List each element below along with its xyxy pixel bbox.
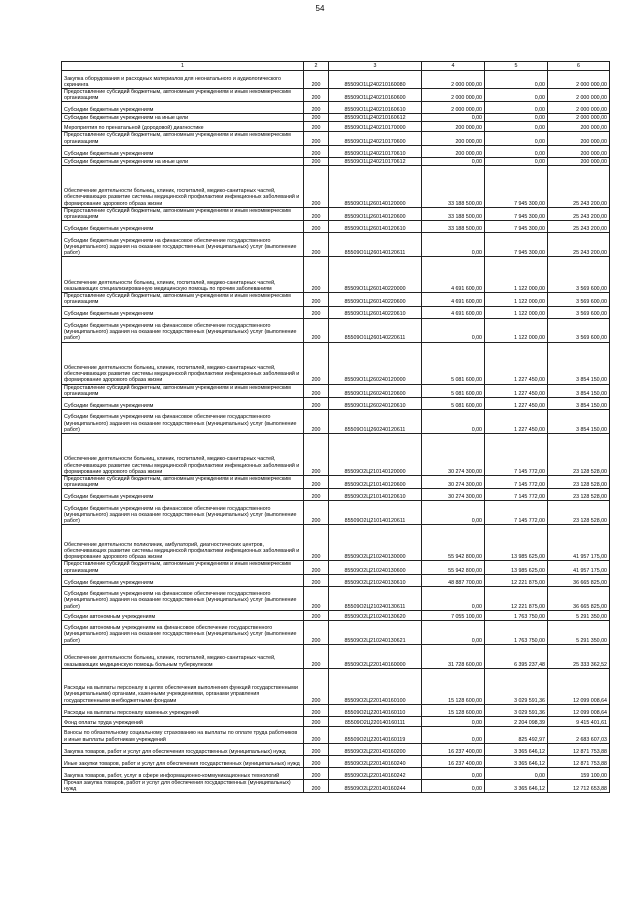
row-amount-total: 48 887 700,00 xyxy=(422,574,485,586)
row-amount-spent: 3 365 646,12 xyxy=(485,743,548,755)
row-name: Предоставление субсидий бюджетным, автономным учреждениям и иным некоммерческим организациям xyxy=(62,293,304,306)
table-row xyxy=(62,165,610,207)
column-header: 6 xyxy=(548,62,610,71)
row-amount-spent: 13 985 625,00 xyxy=(485,525,548,561)
table-row xyxy=(62,114,610,122)
table-row xyxy=(62,668,610,704)
row-name: Закупка товаров, работ и услуг для обеспечения государственных (муниципальных) нужд xyxy=(62,743,304,755)
row-amount-remaining: 3 854 150,00 xyxy=(548,342,610,384)
table-row xyxy=(62,779,610,792)
row-amount-spent: 6 395 237,48 xyxy=(485,644,548,668)
row-amount-total: 33 188 500,00 xyxy=(422,165,485,207)
row-amount-spent: 3 365 646,12 xyxy=(485,755,548,767)
row-name: Субсидии бюджетным учреждениям на иные цели xyxy=(62,157,304,165)
row-name: Мероприятия по пренатальной (дородовой) диагностике xyxy=(62,122,304,132)
row-amount-spent: 12 221 875,00 xyxy=(485,574,548,586)
row-kbk: 85509О2Ц220140160000 xyxy=(329,644,422,668)
row-name: Предоставление субсидий бюджетным, автономным учреждениям и иным некоммерческим организациям xyxy=(62,89,304,102)
row-code: 200 xyxy=(304,384,329,397)
row-amount-remaining: 25 243 200,00 xyxy=(548,165,610,207)
row-kbk: 85509О1Ц260140220600 xyxy=(329,293,422,306)
row-amount-spent: 1 122 000,00 xyxy=(485,306,548,318)
row-code: 200 xyxy=(304,434,329,476)
row-amount-remaining: 36 665 825,00 xyxy=(548,574,610,586)
row-kbk: 85509О1Ц240210160600 xyxy=(329,89,422,102)
row-amount-remaining: 159 100,00 xyxy=(548,767,610,779)
row-amount-total: 200 000,00 xyxy=(422,145,485,157)
row-amount-spent: 1 122 000,00 xyxy=(485,293,548,306)
row-amount-remaining: 23 128 528,00 xyxy=(548,489,610,501)
row-code: 200 xyxy=(304,293,329,306)
row-name: Предоставление субсидий бюджетным, автономным учреждениям и иным некоммерческим организациям xyxy=(62,561,304,574)
row-amount-remaining: 3 569 600,00 xyxy=(548,306,610,318)
row-amount-spent: 2 204 098,39 xyxy=(485,716,548,726)
row-amount-remaining: 2 000 000,00 xyxy=(548,114,610,122)
row-code: 200 xyxy=(304,586,329,610)
row-name: Прочая закупка товаров, работ и услуг для обеспечения государственных (муниципальных) нужд xyxy=(62,779,304,792)
row-kbk: 85509О1Ц240210160612 xyxy=(329,114,422,122)
row-code: 200 xyxy=(304,574,329,586)
row-code: 200 xyxy=(304,668,329,704)
row-kbk: 85509О1Ц260140120600 xyxy=(329,207,422,220)
row-code: 200 xyxy=(304,620,329,644)
row-code: 200 xyxy=(304,342,329,384)
header-row xyxy=(62,62,610,71)
row-amount-spent: 825 492,97 xyxy=(485,726,548,743)
row-name: Субсидии бюджетным учреждениям xyxy=(62,489,304,501)
row-code: 200 xyxy=(304,525,329,561)
row-amount-total: 4 691 600,00 xyxy=(422,306,485,318)
table-row xyxy=(62,434,610,476)
row-name: Субсидии бюджетным учреждениям xyxy=(62,306,304,318)
row-amount-remaining: 2 000 000,00 xyxy=(548,102,610,114)
row-amount-total: 0,00 xyxy=(422,716,485,726)
row-code: 200 xyxy=(304,743,329,755)
row-amount-total: 5 081 600,00 xyxy=(422,384,485,397)
row-name: Предоставление субсидий бюджетным, автономным учреждениям и иным некоммерческим организациям xyxy=(62,207,304,220)
row-kbk: 85509О2Ц210140120600 xyxy=(329,476,422,489)
row-kbk: 85509О2Ц210240130610 xyxy=(329,574,422,586)
row-code: 200 xyxy=(304,644,329,668)
row-kbk: 85509О2Ц220140160200 xyxy=(329,743,422,755)
row-code: 200 xyxy=(304,114,329,122)
row-amount-remaining: 23 128 528,00 xyxy=(548,501,610,525)
row-kbk: 85509О1Ц240210170600 xyxy=(329,132,422,145)
row-amount-remaining: 25 243 200,00 xyxy=(548,221,610,233)
row-amount-spent: 7 145 772,00 xyxy=(485,434,548,476)
row-amount-remaining: 200 000,00 xyxy=(548,145,610,157)
table-row xyxy=(62,561,610,574)
table-row xyxy=(62,132,610,145)
row-amount-remaining: 5 291 350,00 xyxy=(548,620,610,644)
row-amount-remaining: 3 569 600,00 xyxy=(548,293,610,306)
row-kbk: 85509О2Ц210240130621 xyxy=(329,620,422,644)
row-amount-remaining: 25 243 200,00 xyxy=(548,233,610,257)
row-amount-spent: 13 985 625,00 xyxy=(485,561,548,574)
row-kbk: 85509О1Ц260140220000 xyxy=(329,257,422,293)
table-row xyxy=(62,767,610,779)
row-amount-remaining: 12 099 008,64 xyxy=(548,704,610,716)
row-name: Субсидии бюджетным учреждениям xyxy=(62,574,304,586)
row-name: Субсидии бюджетным учреждениям на финансовое обеспечение государственного (муниципального) задания на оказание государственных (муниципальных) услуг (выполнение работ) xyxy=(62,318,304,342)
row-name: Закупка оборудования и расходных материалов для неонатального и аудиологического скрининга xyxy=(62,71,304,89)
row-kbk: 85509О2Ц220140160242 xyxy=(329,767,422,779)
row-name: Закупка товаров, работ, услуг в сфере информационно-коммуникационных технологий xyxy=(62,767,304,779)
row-amount-remaining: 3 854 150,00 xyxy=(548,410,610,434)
table-row xyxy=(62,89,610,102)
row-amount-total: 0,00 xyxy=(422,767,485,779)
row-amount-total: 5 081 600,00 xyxy=(422,398,485,410)
row-code: 200 xyxy=(304,122,329,132)
column-header: 2 xyxy=(304,62,329,71)
row-amount-spent: 0,00 xyxy=(485,145,548,157)
row-code: 200 xyxy=(304,207,329,220)
row-kbk: 85509О1Ц260240120611 xyxy=(329,410,422,434)
row-amount-spent: 1 227 450,00 xyxy=(485,398,548,410)
row-amount-remaining: 2 000 000,00 xyxy=(548,89,610,102)
row-kbk: 85509О1Ц240210160610 xyxy=(329,102,422,114)
row-kbk: 85509О2Ц210240130611 xyxy=(329,586,422,610)
column-header: 1 xyxy=(62,62,304,71)
row-amount-spent: 1 227 450,00 xyxy=(485,342,548,384)
row-code: 200 xyxy=(304,257,329,293)
row-amount-spent: 7 945 300,00 xyxy=(485,165,548,207)
row-name: Расходы на выплаты персоналу в целях обеспечения выполнения функций государственными (муниципальными) органами, казенными учреждениями, органами управления государственными внебюджетными фондами xyxy=(62,668,304,704)
row-kbk: 85509О1Ц240210170612 xyxy=(329,157,422,165)
table-row xyxy=(62,122,610,132)
row-name: Субсидии бюджетным учреждениям на финансовое обеспечение государственного (муниципального) задания на оказание государственных (муниципальных) услуг (выполнение работ) xyxy=(62,410,304,434)
table-row xyxy=(62,586,610,610)
row-name: Субсидии бюджетным учреждениям на финансовое обеспечение государственного (муниципального) задания на оказание государственных (муниципальных) услуг (выполнение работ) xyxy=(62,586,304,610)
table-row xyxy=(62,306,610,318)
row-kbk: 85509О2Ц210240130000 xyxy=(329,525,422,561)
row-amount-total: 33 188 500,00 xyxy=(422,207,485,220)
table-row xyxy=(62,501,610,525)
row-code: 200 xyxy=(304,704,329,716)
row-amount-spent: 7 945 300,00 xyxy=(485,207,548,220)
row-amount-total: 33 188 500,00 xyxy=(422,221,485,233)
row-amount-spent: 0,00 xyxy=(485,157,548,165)
row-amount-total: 0,00 xyxy=(422,114,485,122)
row-amount-remaining: 12 871 753,88 xyxy=(548,743,610,755)
row-kbk: 85509О1Ц260240120600 xyxy=(329,384,422,397)
row-name: Субсидии бюджетным учреждениям xyxy=(62,221,304,233)
row-code: 200 xyxy=(304,489,329,501)
row-kbk: 85509О1Ц260140120000 xyxy=(329,165,422,207)
row-amount-spent: 3 029 591,36 xyxy=(485,704,548,716)
row-kbk: 85509О2Ц220140160100 xyxy=(329,668,422,704)
row-amount-total: 16 237 400,00 xyxy=(422,755,485,767)
table-row xyxy=(62,71,610,89)
row-name: Расходы на выплаты персоналу казенных учреждений xyxy=(62,704,304,716)
row-amount-remaining: 200 000,00 xyxy=(548,122,610,132)
row-name: Субсидии бюджетным учреждениям на финансовое обеспечение государственного (муниципального) задания на оказание государственных (муниципальных) услуг (выполнение работ) xyxy=(62,501,304,525)
row-kbk: 85509О1Ц240210160080 xyxy=(329,71,422,89)
table-row xyxy=(62,102,610,114)
row-amount-total: 4 691 600,00 xyxy=(422,257,485,293)
row-amount-remaining: 25 333 362,52 xyxy=(548,644,610,668)
row-code: 200 xyxy=(304,306,329,318)
row-name: Предоставление субсидий бюджетным, автономным учреждениям и иным некоммерческим организациям xyxy=(62,132,304,145)
row-name: Обеспечение деятельности больниц, клиник, госпиталей, медико-санитарных частей, обеспечивающих развитие системы медицинской профилактики инфекционных заболеваний и формирование здорового образа жизни xyxy=(62,342,304,384)
row-kbk: 85509О1Ц240210170610 xyxy=(329,145,422,157)
row-code: 200 xyxy=(304,610,329,620)
row-kbk: 85509О1Ц240210170000 xyxy=(329,122,422,132)
row-name: Субсидии автономным учреждениям на финансовое обеспечение государственного (муниципального) задания на оказание государственных (муниципальных) услуг (выполнение работ) xyxy=(62,620,304,644)
row-amount-total: 200 000,00 xyxy=(422,122,485,132)
row-name: Субсидии бюджетным учреждениям на иные цели xyxy=(62,114,304,122)
row-amount-remaining: 200 000,00 xyxy=(548,132,610,145)
table-row xyxy=(62,207,610,220)
row-name: Иные закупки товаров, работ и услуг для обеспечения государственных (муниципальных) нужд xyxy=(62,755,304,767)
row-amount-remaining: 36 665 825,00 xyxy=(548,586,610,610)
row-amount-spent: 3 365 646,12 xyxy=(485,779,548,792)
row-name: Предоставление субсидий бюджетным, автономным учреждениям и иным некоммерческим организациям xyxy=(62,476,304,489)
row-name: Субсидии бюджетным учреждениям xyxy=(62,102,304,114)
row-kbk: 85509О1Ц260140120611 xyxy=(329,233,422,257)
row-amount-total: 0,00 xyxy=(422,318,485,342)
row-amount-total: 55 942 800,00 xyxy=(422,561,485,574)
row-amount-total: 15 128 600,00 xyxy=(422,704,485,716)
row-amount-total: 16 237 400,00 xyxy=(422,743,485,755)
row-amount-total: 0,00 xyxy=(422,620,485,644)
table-row xyxy=(62,318,610,342)
row-kbk: 85509О2Ц210140120000 xyxy=(329,434,422,476)
row-amount-spent: 7 945 300,00 xyxy=(485,221,548,233)
table-row xyxy=(62,384,610,397)
row-code: 200 xyxy=(304,233,329,257)
row-code: 200 xyxy=(304,755,329,767)
row-amount-total: 55 942 800,00 xyxy=(422,525,485,561)
row-code: 200 xyxy=(304,102,329,114)
row-code: 200 xyxy=(304,89,329,102)
row-amount-spent: 12 221 875,00 xyxy=(485,586,548,610)
column-header: 5 xyxy=(485,62,548,71)
row-amount-remaining: 2 000 000,00 xyxy=(548,71,610,89)
table-row xyxy=(62,610,610,620)
table-row xyxy=(62,476,610,489)
row-code: 200 xyxy=(304,71,329,89)
row-amount-spent: 0,00 xyxy=(485,114,548,122)
table-row xyxy=(62,489,610,501)
row-amount-total: 0,00 xyxy=(422,779,485,792)
row-amount-total: 4 691 600,00 xyxy=(422,293,485,306)
row-name: Субсидии бюджетным учреждениям xyxy=(62,398,304,410)
row-kbk: 85509О1Ц260240120610 xyxy=(329,398,422,410)
row-amount-spent: 0,00 xyxy=(485,767,548,779)
row-amount-total: 30 274 300,00 xyxy=(422,476,485,489)
row-name: Предоставление субсидий бюджетным, автономным учреждениям и иным некоммерческим организациям xyxy=(62,384,304,397)
row-amount-remaining: 23 128 528,00 xyxy=(548,476,610,489)
budget-table xyxy=(61,61,610,793)
row-code: 200 xyxy=(304,716,329,726)
row-name: Обеспечение деятельности больниц, клиник, госпиталей, медико-санитарных частей, обеспечивающих развитие системы медицинской профилактики инфекционных заболеваний и формирование здорового образа жизни xyxy=(62,434,304,476)
row-kbk: 85509О1Ц260140120610 xyxy=(329,221,422,233)
row-amount-remaining: 12 712 653,88 xyxy=(548,779,610,792)
row-kbk: 85509О2Ц210140120611 xyxy=(329,501,422,525)
row-name: Обеспечение деятельности больниц, клиник, госпиталей, медико-санитарных частей, обеспечивающих развитие системы медицинской профилактики инфекционных заболеваний и формирование здорового образа жизни xyxy=(62,165,304,207)
row-amount-remaining: 200 000,00 xyxy=(548,157,610,165)
row-amount-total: 2 000 000,00 xyxy=(422,102,485,114)
table-row xyxy=(62,410,610,434)
row-amount-spent: 1 227 450,00 xyxy=(485,410,548,434)
table-row xyxy=(62,525,610,561)
row-amount-spent: 1 122 000,00 xyxy=(485,318,548,342)
row-amount-total: 2 000 000,00 xyxy=(422,71,485,89)
table-row xyxy=(62,716,610,726)
row-code: 200 xyxy=(304,165,329,207)
table-row xyxy=(62,743,610,755)
row-amount-total: 0,00 xyxy=(422,410,485,434)
table-row xyxy=(62,221,610,233)
row-amount-remaining: 3 569 600,00 xyxy=(548,318,610,342)
row-kbk: 85509О2Ц220140160110 xyxy=(329,704,422,716)
row-amount-total: 7 055 100,00 xyxy=(422,610,485,620)
row-amount-spent: 3 029 591,36 xyxy=(485,668,548,704)
row-amount-spent: 1 763 750,00 xyxy=(485,610,548,620)
row-amount-total: 2 000 000,00 xyxy=(422,89,485,102)
row-amount-spent: 7 145 772,00 xyxy=(485,489,548,501)
table-row xyxy=(62,257,610,293)
row-amount-remaining: 3 854 150,00 xyxy=(548,398,610,410)
table-row xyxy=(62,293,610,306)
table-row xyxy=(62,726,610,743)
row-code: 200 xyxy=(304,145,329,157)
row-amount-total: 0,00 xyxy=(422,726,485,743)
row-amount-remaining: 3 854 150,00 xyxy=(548,384,610,397)
row-amount-total: 15 128 600,00 xyxy=(422,668,485,704)
row-amount-remaining: 9 415 401,61 xyxy=(548,716,610,726)
row-amount-remaining: 12 099 008,64 xyxy=(548,668,610,704)
table-row xyxy=(62,620,610,644)
row-amount-spent: 7 145 772,00 xyxy=(485,476,548,489)
row-kbk: 85509О2Ц210140120610 xyxy=(329,489,422,501)
row-amount-spent: 0,00 xyxy=(485,102,548,114)
row-amount-total: 31 728 600,00 xyxy=(422,644,485,668)
row-amount-remaining: 23 128 528,00 xyxy=(548,434,610,476)
row-name: Фонд оплаты труда учреждений xyxy=(62,716,304,726)
page-number: 54 xyxy=(315,4,325,13)
column-header: 3 xyxy=(329,62,422,71)
table-row xyxy=(62,704,610,716)
row-name: Субсидии бюджетным учреждениям на финансовое обеспечение государственного (муниципального) задания на оказание государственных (муниципальных) услуг (выполнение работ) xyxy=(62,233,304,257)
row-amount-remaining: 41 957 175,00 xyxy=(548,561,610,574)
column-header: 4 xyxy=(422,62,485,71)
table-row xyxy=(62,644,610,668)
row-amount-total: 0,00 xyxy=(422,586,485,610)
row-amount-spent: 0,00 xyxy=(485,71,548,89)
row-amount-spent: 1 763 750,00 xyxy=(485,620,548,644)
row-code: 200 xyxy=(304,318,329,342)
table-row xyxy=(62,157,610,165)
row-code: 200 xyxy=(304,398,329,410)
row-kbk: 85509О2Ц220140160119 xyxy=(329,726,422,743)
row-kbk: 85509О1Ц260240120000 xyxy=(329,342,422,384)
row-name: Субсидии автономным учреждениям xyxy=(62,610,304,620)
row-amount-total: 5 081 600,00 xyxy=(422,342,485,384)
row-code: 200 xyxy=(304,779,329,792)
row-amount-remaining: 12 871 753,88 xyxy=(548,755,610,767)
row-amount-spent: 0,00 xyxy=(485,122,548,132)
table-row xyxy=(62,574,610,586)
row-code: 200 xyxy=(304,726,329,743)
row-amount-remaining: 2 683 607,03 xyxy=(548,726,610,743)
row-amount-spent: 1 227 450,00 xyxy=(485,384,548,397)
table-row xyxy=(62,233,610,257)
row-kbk: 85509О1Ц260140220611 xyxy=(329,318,422,342)
row-kbk: 85509О1Ц260140220610 xyxy=(329,306,422,318)
row-kbk: 85509О2Ц210240130620 xyxy=(329,610,422,620)
row-amount-total: 0,00 xyxy=(422,157,485,165)
row-code: 200 xyxy=(304,561,329,574)
row-name: Обеспечение деятельности больниц, клиник, госпиталей, медико-санитарных частей, оказывающих специализированную медицинскую помощь по прочим заболеваниям xyxy=(62,257,304,293)
row-amount-remaining: 25 243 200,00 xyxy=(548,207,610,220)
row-kbk: 85509О2Ц220140160240 xyxy=(329,755,422,767)
row-amount-total: 0,00 xyxy=(422,233,485,257)
row-amount-remaining: 3 569 600,00 xyxy=(548,257,610,293)
row-kbk: 85509О2Ц210240130600 xyxy=(329,561,422,574)
row-amount-total: 200 000,00 xyxy=(422,132,485,145)
table-body xyxy=(62,71,610,793)
row-amount-spent: 1 122 000,00 xyxy=(485,257,548,293)
row-code: 200 xyxy=(304,132,329,145)
row-amount-remaining: 41 957 175,00 xyxy=(548,525,610,561)
row-kbk: 85509О2Ц220140160244 xyxy=(329,779,422,792)
row-amount-total: 30 274 300,00 xyxy=(422,434,485,476)
table-row xyxy=(62,342,610,384)
row-amount-total: 30 274 300,00 xyxy=(422,489,485,501)
row-code: 200 xyxy=(304,767,329,779)
row-code: 200 xyxy=(304,410,329,434)
row-kbk: 85509О2Ц220140160111 xyxy=(329,716,422,726)
row-code: 200 xyxy=(304,501,329,525)
row-name: Обеспечение деятельности больниц, клиник, госпиталей, медико-санитарных частей, оказывающих медицинскую помощь больным туберкулезом xyxy=(62,644,304,668)
row-amount-spent: 7 145 772,00 xyxy=(485,501,548,525)
row-amount-spent: 7 945 300,00 xyxy=(485,233,548,257)
row-amount-total: 0,00 xyxy=(422,501,485,525)
row-code: 200 xyxy=(304,221,329,233)
row-name: Субсидии бюджетным учреждениям xyxy=(62,145,304,157)
table-row xyxy=(62,145,610,157)
row-amount-spent: 0,00 xyxy=(485,89,548,102)
table-row xyxy=(62,755,610,767)
table-row xyxy=(62,398,610,410)
row-amount-remaining: 5 291 350,00 xyxy=(548,610,610,620)
row-name: Обеспечение деятельности поликлиник, амбулаторий, диагностических центров, обеспечивающих развитие системы медицинской профилактики инфекционных заболеваний и формирование здорового образа жизни xyxy=(62,525,304,561)
row-code: 200 xyxy=(304,476,329,489)
row-amount-spent: 0,00 xyxy=(485,132,548,145)
row-code: 200 xyxy=(304,157,329,165)
row-name: Взносы по обязательному социальному страхованию на выплаты по оплате труда работников и иные выплаты работникам учреждений xyxy=(62,726,304,743)
